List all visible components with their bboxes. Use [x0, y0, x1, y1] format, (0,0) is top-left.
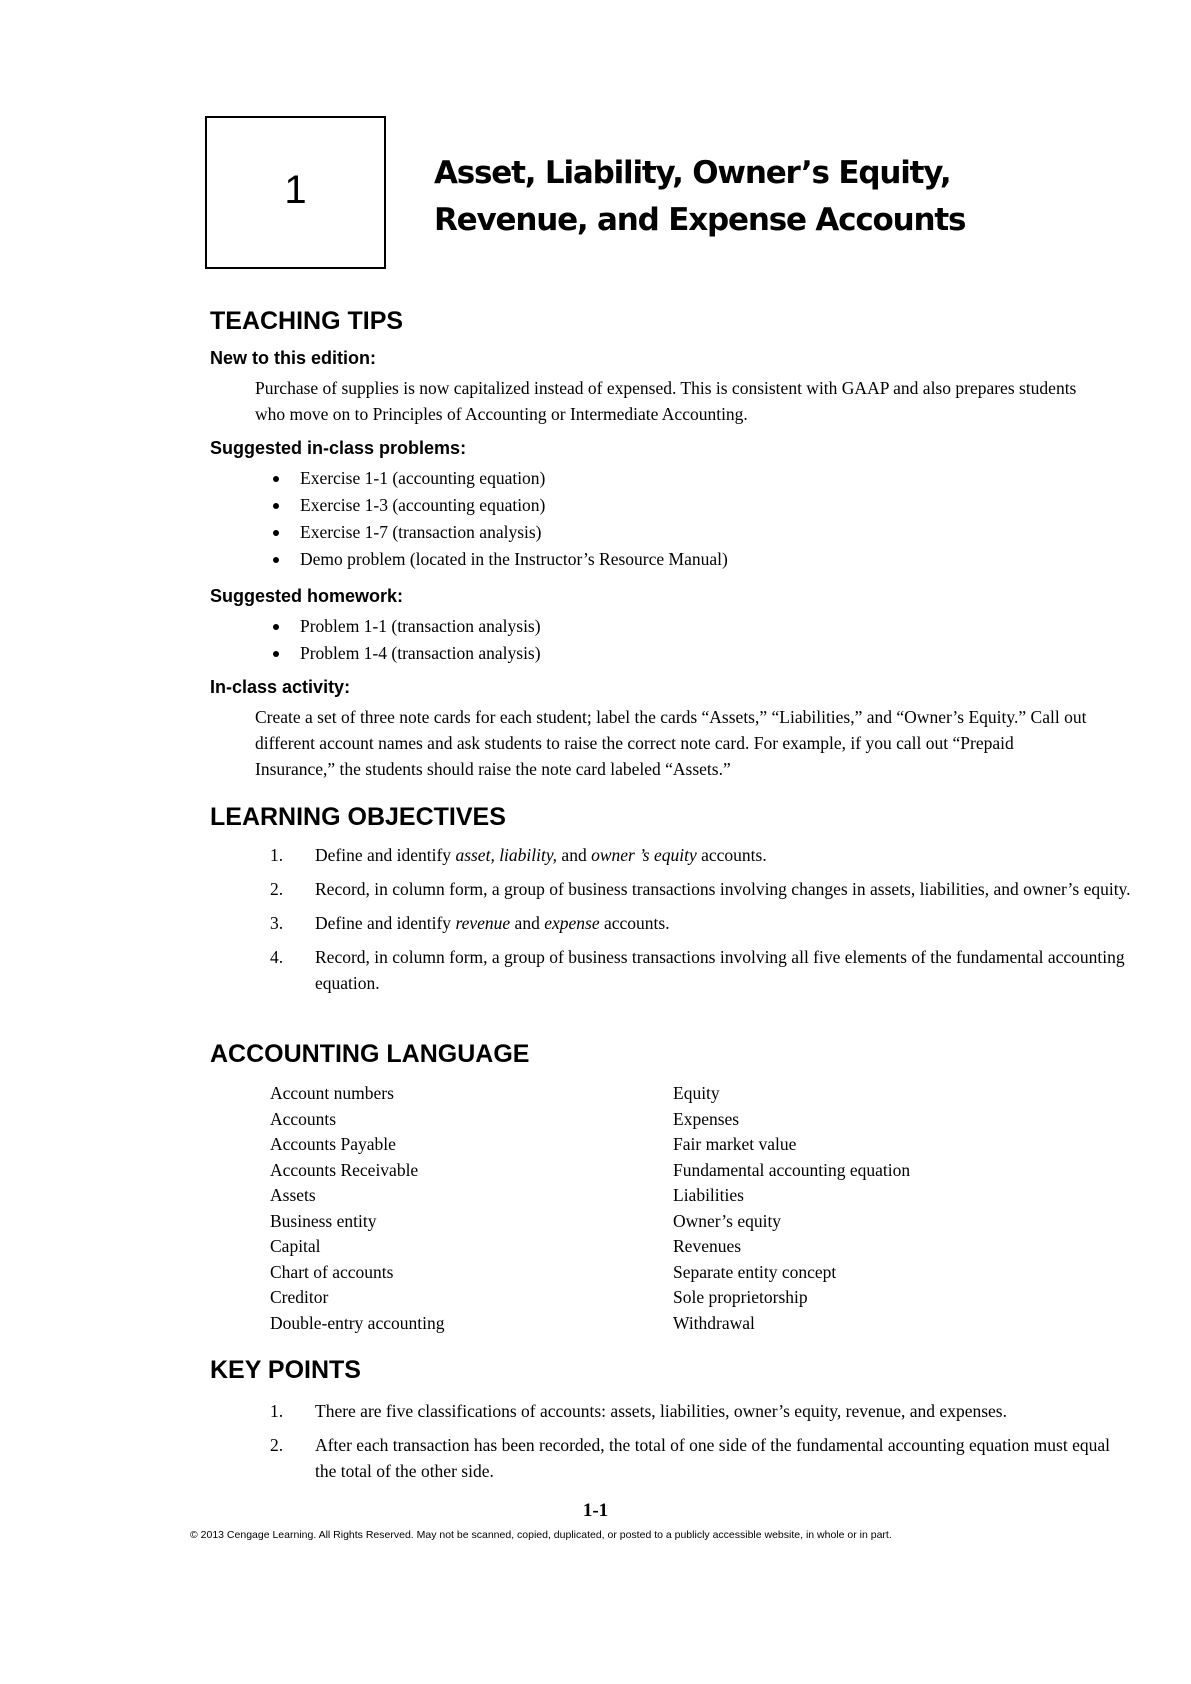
list-item: Separate entity concept — [673, 1261, 837, 1282]
new-edition-heading: New to this edition: — [210, 348, 376, 368]
list-item: Business entity — [270, 1210, 377, 1231]
objective-text: and — [510, 913, 545, 933]
list-item: Accounts — [270, 1108, 337, 1129]
list-item — [255, 944, 1135, 996]
homework-heading: Suggested homework: — [210, 586, 404, 606]
list-item: Creditor — [270, 1287, 329, 1307]
list-item: Equity — [673, 1083, 720, 1103]
list-item — [255, 1398, 1135, 1424]
list-number: 1. — [270, 845, 284, 865]
list-number: 4. — [270, 947, 284, 967]
chapter-number-box — [205, 116, 386, 269]
objective-term: asset, liability, — [455, 845, 558, 865]
list-item — [255, 842, 1135, 868]
list-item: Sole proprietorship — [673, 1287, 808, 1307]
objective-text: Record, in column form, a group of business transactions involving all five elements of the fundamental accounting equation. — [315, 947, 1125, 993]
list-item: Exercise 1-7 (transaction analysis) — [255, 519, 728, 546]
key-point-text: After each transaction has been recorded, the total of one side of the fundamental accounting equation must equal the total of the other side. — [315, 1435, 1110, 1481]
activity-heading: In-class activity: — [210, 677, 351, 697]
objective-text: Define and identify — [315, 913, 456, 933]
list-item: Revenues — [673, 1236, 742, 1256]
in-class-problems-heading: Suggested in-class problems: — [210, 438, 467, 458]
list-item — [255, 1432, 1135, 1484]
list-item: Accounts Payable — [270, 1134, 396, 1154]
list-item: Fair market value — [673, 1134, 797, 1154]
list-number: 1. — [270, 1401, 284, 1421]
homework-list — [255, 613, 541, 667]
list-item: Account numbers — [270, 1083, 394, 1103]
chapter-title-line-1: Asset, Liability, Owner’s Equity, — [434, 155, 951, 191]
list-item: Problem 1-1 (transaction analysis) — [255, 613, 541, 640]
objective-term: owner ’s equity — [591, 845, 697, 865]
list-item — [255, 910, 1135, 936]
objective-term: expense — [544, 913, 600, 933]
list-item: Double-entry accounting — [270, 1312, 445, 1333]
objective-text: Define and identify — [315, 845, 456, 865]
list-item: Exercise 1-1 (accounting equation) — [255, 465, 728, 492]
page-number: 1-1 — [582, 1500, 609, 1521]
list-number: 2. — [270, 879, 284, 899]
teaching-tips-heading: TEACHING TIPS — [210, 307, 404, 335]
accounting-language-heading: ACCOUNTING LANGUAGE — [210, 1040, 530, 1068]
objective-text: and — [557, 845, 592, 865]
list-number: 3. — [270, 913, 284, 933]
list-item — [255, 876, 1135, 902]
key-points-list — [255, 1398, 1135, 1492]
list-item: Capital — [270, 1236, 321, 1256]
list-item: Exercise 1-3 (accounting equation) — [255, 492, 728, 519]
objective-text: Record, in column form, a group of business transactions involving changes in assets, liabilities, and owner’s equity. — [315, 879, 1131, 899]
list-item: Expenses — [673, 1108, 740, 1129]
key-points-heading: KEY POINTS — [210, 1356, 361, 1384]
objective-text: accounts. — [696, 845, 767, 865]
list-item: Problem 1-4 (transaction analysis) — [255, 640, 541, 667]
in-class-problems-list — [255, 465, 728, 573]
learning-objectives-heading: LEARNING OBJECTIVES — [210, 803, 506, 831]
list-item: Withdrawal — [673, 1312, 755, 1333]
accounting-terms-right — [673, 1081, 910, 1336]
objective-text: accounts. — [599, 913, 670, 933]
list-number: 2. — [270, 1435, 284, 1455]
list-item: Fundamental accounting equation — [673, 1159, 911, 1180]
new-edition-text: Purchase of supplies is now capitalized instead of expensed. This is consistent with GAAP and also prepares students who move on to Principles of Accounting or Intermediate Accounting. — [255, 378, 1077, 424]
chapter-title-line-2: Revenue, and Expense Accounts — [434, 202, 966, 238]
list-item: Liabilities — [673, 1185, 744, 1205]
list-item: Accounts Receivable — [270, 1159, 419, 1180]
learning-objectives-list — [255, 842, 1135, 1004]
objective-term: revenue — [455, 913, 511, 933]
list-item: Demo problem (located in the Instructor’s Resource Manual) — [255, 546, 728, 573]
list-item: Owner’s equity — [673, 1210, 782, 1231]
accounting-terms-left — [270, 1081, 444, 1336]
activity-text: Create a set of three note cards for each student; label the cards “Assets,” “Liabilities,” and “Owner’s Equity.” Call out different account names and ask students to raise the correct note card. For example, if you call out “Prepaid Insurance,” the students should raise the note card labeled “Assets.” — [255, 707, 1087, 779]
chapter-title — [434, 150, 965, 244]
key-point-text: There are five classifications of accounts: assets, liabilities, owner’s equity, revenue, and expenses. — [315, 1401, 1007, 1421]
chapter-number: 1 — [284, 168, 307, 212]
list-item: Chart of accounts — [270, 1261, 394, 1282]
copyright-notice: © 2013 Cengage Learning. All Rights Reserved. May not be scanned, copied, duplicated, or posted to a publicly accessible website, in whole or in part. — [190, 1529, 892, 1541]
list-item: Assets — [270, 1185, 316, 1205]
